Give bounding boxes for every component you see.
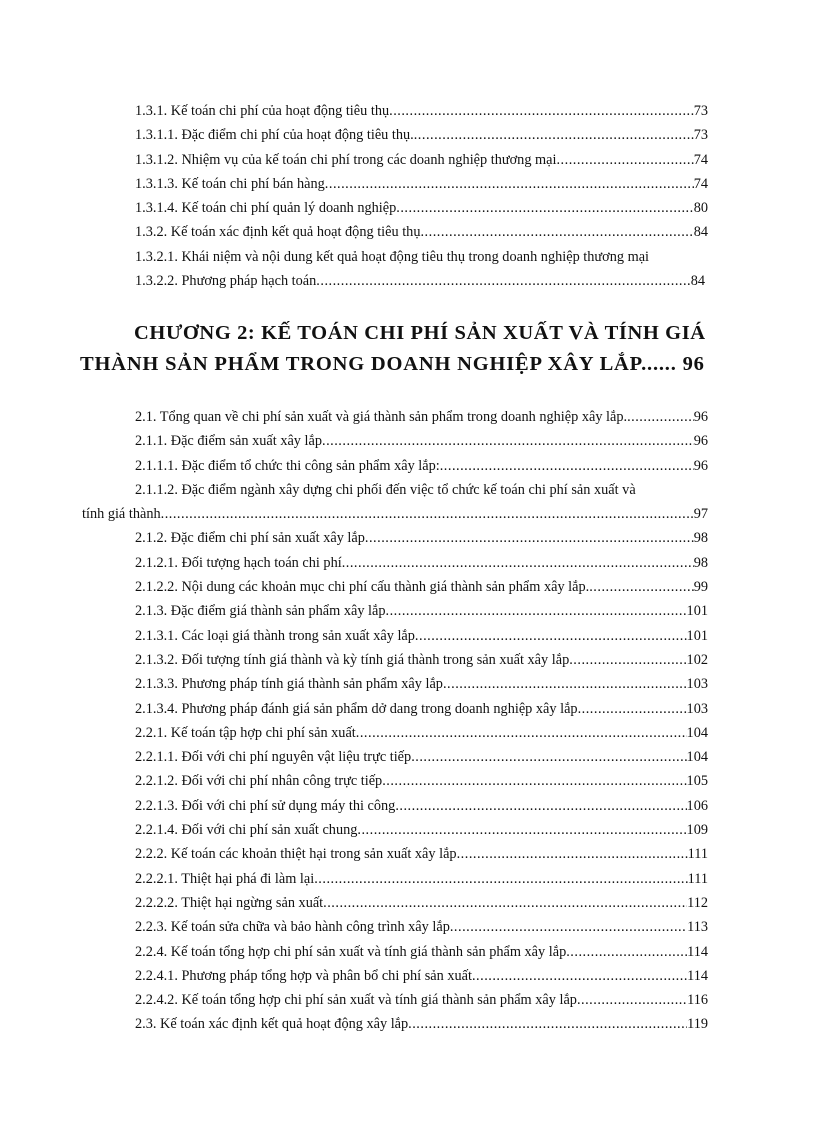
toc-entry-label: 1.3.2.2. Phương pháp hạch toán — [135, 273, 317, 290]
toc-leader-dots — [450, 915, 687, 939]
toc-entry[interactable] — [135, 745, 708, 769]
toc-entry-label: 2.2.4. Kế toán tổng hợp chi phí sản xuất và tính giá thành sản phẩm xây lắp — [135, 943, 567, 960]
toc-leader-dots — [472, 964, 687, 988]
toc-entry-label: 2.2.3. Kế toán sửa chữa và bảo hành công trình xây lắp — [135, 919, 450, 936]
toc-entry-page: 97 — [693, 506, 708, 523]
toc-entry-label: 2.2.2.1. Thiệt hại phá đi làm lại — [135, 870, 315, 887]
toc-entry-page: 111 — [687, 846, 708, 863]
toc-entry-label: 2.1. Tổng quan về chi phí sản xuất và giá thành sản phẩm trong doanh nghiệp xây lắp. — [135, 409, 628, 425]
toc-entry-page: 114 — [687, 943, 708, 960]
toc-leader-dots — [457, 842, 688, 866]
toc-entry-label: 2.3. Kế toán xác định kết quả hoạt động xây lắp — [135, 1016, 409, 1033]
toc-entry-label: 2.1.2.2. Nội dung các khoản mục chi phí cấu thành giá thành sản phẩm xây lắp. — [135, 579, 590, 596]
toc-entry-label: 2.1.3. Đặc điểm giá thành sản phẩm xây lắp — [135, 603, 386, 620]
toc-leader-dots — [589, 575, 693, 599]
toc-entry-page: 119 — [687, 1016, 708, 1033]
toc-leader-dots — [569, 648, 686, 672]
toc-entry[interactable] — [135, 245, 708, 269]
toc-entry-page: 102 — [686, 651, 708, 668]
toc-leader-dots — [627, 405, 694, 429]
toc-entry-page: 84 — [690, 273, 705, 290]
toc-entry-label: 2.1.3.4. Phương pháp đánh giá sản phẩm dở dang trong doanh nghiệp xây lắp — [135, 700, 578, 717]
toc-entry-label: 2.1.1.2. Đặc điểm ngành xây dựng chi phối đến việc tổ chức kế toán chi phí sản xuất và — [135, 481, 636, 498]
toc-entry-label: 2.2.1.4. Đối với chi phí sản xuất chung — [135, 822, 358, 839]
toc-leader-dots — [396, 196, 693, 220]
toc-entry-page: 104 — [686, 749, 708, 766]
toc-chapter-2 — [82, 405, 708, 1037]
toc-leader-dots — [415, 624, 687, 648]
toc-entry-label: 2.2.1.2. Đối với chi phí nhân công trực tiếp — [135, 773, 383, 790]
toc-leader-dots — [578, 697, 687, 721]
toc-entry[interactable] — [135, 721, 708, 745]
toc-entry-label: 1.3.1.4. Kế toán chi phí quản lý doanh nghiệp — [135, 200, 397, 217]
toc-entry[interactable] — [135, 269, 705, 293]
toc-entry-page: 84 — [693, 224, 708, 241]
toc-leader-dots — [365, 526, 694, 550]
toc-leader-dots — [443, 672, 687, 696]
toc-entry-label: 2.1.3.1. Các loại giá thành trong sản xuất xây lắp — [135, 627, 415, 644]
toc-entry[interactable] — [135, 988, 708, 1012]
toc-entry-page: 73 — [693, 127, 708, 144]
toc-entry-label: 2.1.1.1. Đặc điểm tổ chức thi công sản phẩm xây lắp: — [135, 457, 440, 474]
toc-entry[interactable] — [135, 891, 708, 915]
toc-entry[interactable] — [135, 1012, 708, 1036]
toc-entry-label: 2.2.4.1. Phương pháp tổng hợp và phân bổ chi phí sản xuất — [135, 967, 472, 984]
toc-entry[interactable] — [135, 551, 708, 575]
toc-entry[interactable] — [135, 599, 708, 623]
toc-entry-label: 2.2.2. Kế toán các khoản thiệt hại trong sản xuất xây lắp — [135, 846, 457, 863]
toc-leader-dots — [408, 1012, 687, 1036]
toc-entry[interactable] — [135, 99, 708, 123]
toc-leader-dots — [440, 454, 694, 478]
toc-entry-page: 105 — [686, 773, 708, 790]
toc-leader-dots — [414, 123, 694, 147]
toc-entry[interactable] — [135, 429, 708, 453]
toc-entry-label: 2.2.4.2. Kế toán tổng hợp chi phí sản xuất và tính giá thành sản phẩm xây lắp — [135, 992, 577, 1009]
toc-entry-page: 103 — [686, 676, 708, 693]
toc-entry-page: 98 — [693, 530, 708, 547]
toc-entry-page: 96 — [693, 409, 708, 425]
toc-entry[interactable] — [135, 867, 708, 891]
toc-entry-label: 1.3.1.2. Nhiệm vụ của kế toán chi phí trong các doanh nghiệp thương mại — [135, 151, 557, 168]
toc-entry[interactable] — [135, 526, 708, 550]
toc-entry[interactable] — [135, 672, 708, 696]
toc-entry-page: 114 — [687, 967, 708, 984]
toc-leader-dots — [389, 99, 694, 123]
toc-section-1-3 — [135, 99, 708, 293]
toc-leader-dots — [325, 172, 694, 196]
toc-entry[interactable] — [135, 818, 708, 842]
toc-entry-page: 109 — [686, 822, 708, 839]
toc-leader-dots — [395, 794, 686, 818]
toc-entry-label: 1.3.1.3. Kế toán chi phí bán hàng — [135, 175, 325, 192]
toc-entry-page: 103 — [686, 700, 708, 717]
toc-entry[interactable] — [135, 575, 708, 599]
toc-entry-page: 113 — [687, 919, 708, 936]
chapter-heading[interactable] — [80, 318, 730, 380]
toc-entry-page: 96 — [693, 433, 708, 450]
toc-leader-dots — [411, 745, 686, 769]
toc-entry[interactable] — [135, 405, 708, 429]
toc-entry-page: 106 — [686, 797, 708, 814]
toc-leader-dots — [342, 551, 694, 575]
toc-leader-dots — [356, 721, 687, 745]
toc-entry-label: 1.3.1.1. Đặc điểm chi phí của hoạt động tiêu thụ. — [135, 127, 414, 144]
toc-leader-dots — [323, 891, 687, 915]
toc-entry[interactable] — [135, 769, 708, 793]
toc-entry-page: 99 — [693, 579, 708, 596]
toc-entry-page: 104 — [686, 724, 708, 741]
toc-entry[interactable] — [135, 964, 708, 988]
toc-entry[interactable] — [135, 123, 708, 147]
toc-leader-dots — [322, 429, 694, 453]
toc-entry-label: 2.2.2.2. Thiệt hại ngừng sản xuất — [135, 894, 324, 911]
toc-leader-dots — [556, 148, 693, 172]
toc-entry[interactable] — [135, 148, 708, 172]
toc-entry-page: 116 — [687, 992, 708, 1009]
chapter-title-line-1: CHƯƠNG 2: KẾ TOÁN CHI PHÍ SẢN XUẤT VÀ TÍNH GIÁ — [134, 322, 706, 344]
toc-leader-dots — [386, 599, 687, 623]
toc-leader-dots — [161, 502, 694, 526]
toc-entry-page: 74 — [693, 175, 708, 192]
toc-entry-page: 74 — [693, 151, 708, 168]
toc-entry[interactable] — [135, 624, 708, 648]
toc-entry-continuation[interactable] — [82, 502, 708, 526]
toc-entry-label: 2.1.2. Đặc điểm chi phí sản xuất xây lắp — [135, 530, 365, 547]
toc-entry-page: 101 — [686, 603, 708, 620]
toc-entry-page: 112 — [687, 894, 708, 911]
toc-entry-label: 2.2.1.3. Đối với chi phí sử dụng máy thi công — [135, 797, 396, 814]
toc-entry-page: 73 — [693, 103, 708, 119]
toc-entry-label: 2.1.3.2. Đối tượng tính giá thành và kỳ tính giá thành trong sản xuất xây lắp — [135, 651, 570, 668]
toc-leader-dots — [357, 818, 686, 842]
toc-entry-label: 2.2.1. Kế toán tập hợp chi phí sản xuất — [135, 724, 356, 741]
toc-entry[interactable] — [135, 220, 708, 244]
toc-entry-label: 2.1.3.3. Phương pháp tính giá thành sản phẩm xây lắp — [135, 676, 443, 693]
toc-entry[interactable] — [135, 172, 708, 196]
toc-entry[interactable] — [135, 794, 708, 818]
toc-leader-dots — [382, 769, 686, 793]
toc-entry-page: 111 — [687, 870, 708, 887]
toc-entry[interactable] — [135, 648, 708, 672]
toc-entry-label: 1.3.2.1. Khái niệm và nội dung kết quả hoạt động tiêu thụ trong doanh nghiệp thương mại — [135, 248, 650, 265]
toc-entry[interactable] — [135, 478, 723, 502]
toc-entry[interactable] — [135, 454, 708, 478]
toc-leader-dots — [577, 988, 687, 1012]
toc-leader-dots — [314, 867, 687, 891]
toc-entry-page: 101 — [686, 627, 708, 644]
toc-leader-dots — [316, 269, 690, 293]
toc-entry[interactable] — [135, 196, 708, 220]
toc-entry-label: 2.1.1. Đặc điểm sản xuất xây lắp — [135, 433, 322, 450]
toc-entry[interactable] — [135, 697, 708, 721]
toc-entry-label: 2.2.1.1. Đối với chi phí nguyên vật liệu trực tiếp — [135, 749, 412, 766]
toc-entry[interactable] — [135, 940, 708, 964]
toc-entry-page: 98 — [693, 554, 708, 571]
chapter-title-line-2: THÀNH SẢN PHẨM TRONG DOANH NGHIỆP XÂY LẮP...... 96 — [80, 353, 705, 375]
toc-entry-label: tính giá thành — [82, 506, 161, 523]
toc-entry[interactable] — [135, 915, 708, 939]
toc-entry[interactable] — [135, 842, 708, 866]
toc-leader-dots — [420, 220, 693, 244]
toc-entry-page: 80 — [693, 200, 708, 217]
toc-entry-page: 96 — [693, 457, 708, 474]
toc-leader-dots — [566, 940, 687, 964]
toc-entry-label: 2.1.2.1. Đối tượng hạch toán chi phí — [135, 554, 342, 571]
toc-entry-label: 1.3.1. Kế toán chi phí của hoạt động tiêu thụ — [135, 103, 390, 119]
toc-entry-label: 1.3.2. Kế toán xác định kết quả hoạt động tiêu thụ — [135, 224, 421, 241]
